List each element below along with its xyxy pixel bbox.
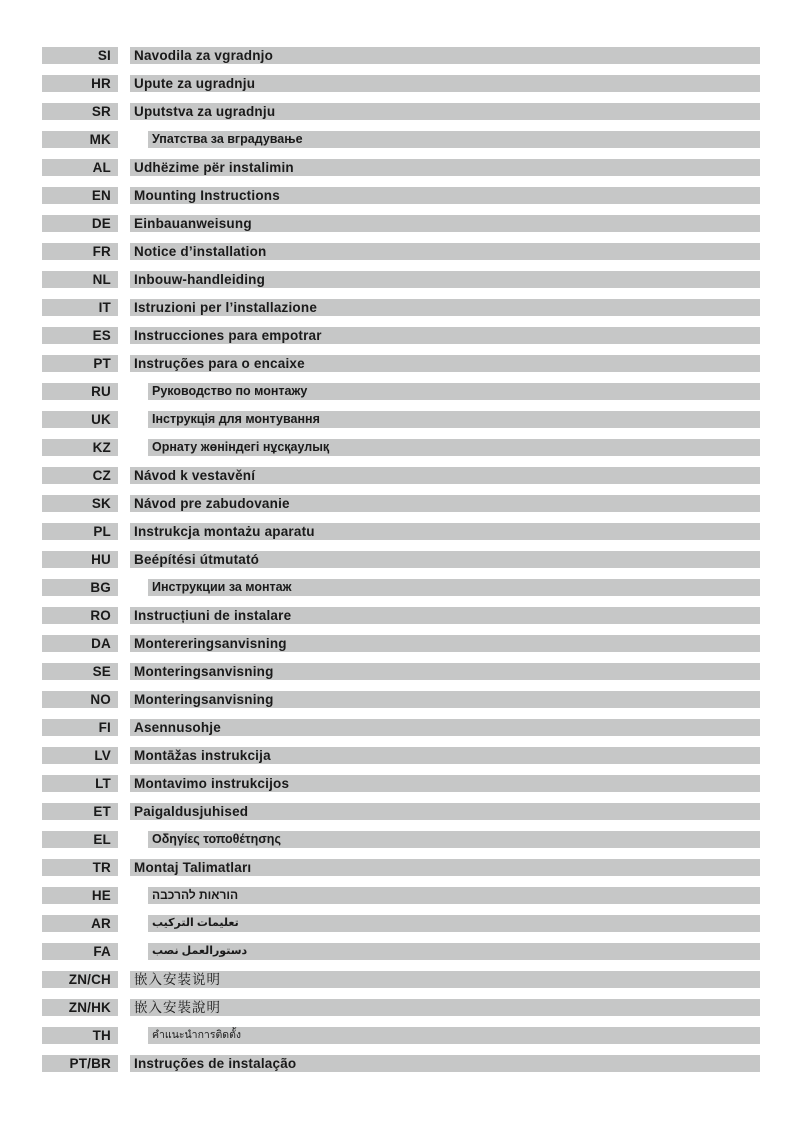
- language-title: คำแนะนำการติดตั้ง: [152, 1029, 242, 1041]
- code-title-divider: [118, 439, 148, 456]
- language-code-cell: [42, 75, 118, 92]
- language-code-cell: [42, 999, 118, 1016]
- language-title: 嵌入安裝說明: [134, 1000, 221, 1015]
- language-code-cell: [42, 467, 118, 484]
- language-row: [42, 131, 760, 148]
- language-title-cell: [130, 495, 760, 512]
- language-title-cell: [130, 467, 760, 484]
- language-code: AL: [92, 160, 111, 175]
- code-title-divider: [118, 999, 130, 1016]
- language-code-cell: [42, 747, 118, 764]
- language-title: Montāžas instrukcija: [134, 748, 271, 763]
- language-code-cell: [42, 103, 118, 120]
- language-row: [42, 495, 760, 512]
- language-row: [42, 159, 760, 176]
- language-code: FA: [93, 944, 111, 959]
- language-code: AR: [91, 916, 111, 931]
- language-title: Notice d’installation: [134, 244, 267, 259]
- language-title: Montaj Talimatları: [134, 860, 252, 875]
- language-row: [42, 215, 760, 232]
- code-title-divider: [118, 131, 148, 148]
- code-title-divider: [118, 103, 130, 120]
- language-code-cell: [42, 355, 118, 372]
- language-code-cell: [42, 243, 118, 260]
- language-title-cell: [130, 607, 760, 624]
- language-code: DA: [91, 636, 111, 651]
- language-code: SI: [97, 48, 111, 63]
- language-title: Istruzioni per l’installazione: [134, 300, 318, 315]
- language-title: Einbauanweisung: [134, 216, 252, 231]
- language-title: Инструкции за монтаж: [152, 580, 292, 594]
- language-code: PT: [93, 356, 111, 371]
- language-title-cell: [130, 551, 760, 568]
- language-row: [42, 579, 760, 596]
- language-code: ZN/HK: [68, 1000, 111, 1015]
- language-title: Upute za ugradnju: [134, 76, 256, 91]
- code-title-divider: [118, 579, 148, 596]
- language-title: Montereringsanvisning: [134, 636, 287, 651]
- language-title-cell: [130, 47, 760, 64]
- language-row: [42, 999, 760, 1016]
- language-title-cell: [130, 103, 760, 120]
- language-row: [42, 859, 760, 876]
- language-row: [42, 467, 760, 484]
- language-list: [42, 47, 760, 1072]
- language-code-cell: [42, 439, 118, 456]
- code-title-divider: [118, 299, 130, 316]
- code-title-divider: [118, 915, 148, 932]
- language-code-cell: [42, 887, 118, 904]
- code-title-divider: [118, 887, 148, 904]
- language-code: HE: [91, 888, 111, 903]
- language-code: KZ: [92, 440, 111, 455]
- language-code: HR: [91, 76, 111, 91]
- language-title: Paigaldusjuhised: [134, 804, 249, 819]
- language-code: MK: [89, 132, 111, 147]
- language-code-cell: [42, 719, 118, 736]
- language-row: [42, 831, 760, 848]
- language-code: CZ: [92, 468, 111, 483]
- language-code-cell: [42, 495, 118, 512]
- code-title-divider: [118, 859, 130, 876]
- code-title-divider: [118, 1055, 130, 1072]
- code-title-divider: [118, 327, 130, 344]
- language-code: PT/BR: [69, 1056, 111, 1071]
- language-code: BG: [90, 580, 111, 595]
- language-title: Руководство по монтажу: [152, 384, 308, 398]
- language-title: Instruções de instalação: [134, 1056, 297, 1071]
- language-row: [42, 411, 760, 428]
- language-title-cell: [130, 859, 760, 876]
- language-title-cell: [148, 831, 760, 848]
- language-title-cell: [130, 159, 760, 176]
- language-title-cell: [130, 719, 760, 736]
- language-title-cell: [148, 915, 760, 932]
- language-row: [42, 299, 760, 316]
- language-code-cell: [42, 971, 118, 988]
- language-code-cell: [42, 1055, 118, 1072]
- language-code: FR: [92, 244, 111, 259]
- code-title-divider: [118, 831, 148, 848]
- code-title-divider: [118, 495, 130, 512]
- language-code: IT: [98, 300, 111, 315]
- language-code: SE: [92, 664, 111, 679]
- language-row: [42, 775, 760, 792]
- language-row: [42, 803, 760, 820]
- language-title-cell: [130, 327, 760, 344]
- language-title: 嵌入安装说明: [134, 972, 221, 987]
- language-title-cell: [130, 243, 760, 260]
- code-title-divider: [118, 663, 130, 680]
- code-title-divider: [118, 355, 130, 372]
- language-title-cell: [130, 355, 760, 372]
- language-row: [42, 943, 760, 960]
- language-row: [42, 439, 760, 456]
- language-code: LT: [95, 776, 111, 791]
- code-title-divider: [118, 187, 130, 204]
- code-title-divider: [118, 747, 130, 764]
- language-code: ES: [92, 328, 111, 343]
- code-title-divider: [118, 467, 130, 484]
- language-code: HU: [91, 552, 111, 567]
- language-title-cell: [130, 299, 760, 316]
- language-code-cell: [42, 635, 118, 652]
- language-code-cell: [42, 663, 118, 680]
- code-title-divider: [118, 943, 148, 960]
- language-title: Mounting Instructions: [134, 188, 280, 203]
- language-title-cell: [130, 1055, 760, 1072]
- language-title: Uputstva za ugradnju: [134, 104, 276, 119]
- language-row: [42, 971, 760, 988]
- language-row: [42, 1027, 760, 1044]
- language-title: הוראות להרכבה: [152, 888, 239, 902]
- language-code: EL: [93, 832, 111, 847]
- language-code: DE: [91, 216, 111, 231]
- language-title: تعليمات التركيب: [152, 917, 239, 929]
- language-title: Inbouw-handleiding: [134, 272, 266, 287]
- language-title-cell: [148, 887, 760, 904]
- language-title-cell: [130, 187, 760, 204]
- language-row: [42, 747, 760, 764]
- language-code: RO: [90, 608, 111, 623]
- language-code: EN: [91, 188, 111, 203]
- language-title-cell: [130, 271, 760, 288]
- language-code-cell: [42, 943, 118, 960]
- language-title: Орнату жөніндегі нұсқаулық: [152, 440, 330, 454]
- language-row: [42, 75, 760, 92]
- language-code-cell: [42, 187, 118, 204]
- language-code: LV: [94, 748, 111, 763]
- language-title-cell: [130, 803, 760, 820]
- language-code-cell: [42, 607, 118, 624]
- language-code-cell: [42, 411, 118, 428]
- language-title: Упатства за вградување: [152, 132, 303, 146]
- language-title: Monteringsanvisning: [134, 692, 274, 707]
- language-code: TR: [92, 860, 111, 875]
- language-title-cell: [130, 775, 760, 792]
- language-code-cell: [42, 299, 118, 316]
- language-title-cell: [130, 999, 760, 1016]
- language-title-cell: [130, 663, 760, 680]
- code-title-divider: [118, 523, 130, 540]
- language-code-cell: [42, 859, 118, 876]
- language-title: Montavimo instrukcijos: [134, 776, 290, 791]
- language-title: Instrucciones para empotrar: [134, 328, 322, 343]
- language-row: [42, 103, 760, 120]
- language-row: [42, 915, 760, 932]
- language-code-cell: [42, 271, 118, 288]
- language-row: [42, 607, 760, 624]
- language-title-cell: [130, 215, 760, 232]
- language-title-cell: [148, 579, 760, 596]
- language-row: [42, 327, 760, 344]
- code-title-divider: [118, 803, 130, 820]
- language-row: [42, 887, 760, 904]
- language-title: Monteringsanvisning: [134, 664, 274, 679]
- language-row: [42, 691, 760, 708]
- language-title: Návod pre zabudovanie: [134, 496, 290, 511]
- language-title: Instruções para o encaixe: [134, 356, 305, 371]
- language-title-cell: [130, 747, 760, 764]
- language-code: ET: [93, 804, 111, 819]
- language-row: [42, 271, 760, 288]
- language-code-cell: [42, 803, 118, 820]
- language-row: [42, 383, 760, 400]
- language-row: [42, 243, 760, 260]
- language-title-cell: [148, 943, 760, 960]
- code-title-divider: [118, 551, 130, 568]
- language-code-cell: [42, 383, 118, 400]
- language-title: Navodila za vgradnjo: [134, 48, 274, 63]
- language-title: Beépítési útmutató: [134, 552, 260, 567]
- code-title-divider: [118, 971, 130, 988]
- language-code: RU: [91, 384, 111, 399]
- code-title-divider: [118, 47, 130, 64]
- language-code-cell: [42, 327, 118, 344]
- language-title-cell: [148, 131, 760, 148]
- language-code: TH: [92, 1028, 111, 1043]
- language-code-cell: [42, 131, 118, 148]
- language-title: دستورالعمل نصب: [152, 945, 248, 957]
- code-title-divider: [118, 635, 130, 652]
- language-title: Instrukcja montażu aparatu: [134, 524, 315, 539]
- language-code-cell: [42, 159, 118, 176]
- language-title: Asennusohje: [134, 720, 221, 735]
- code-title-divider: [118, 411, 148, 428]
- code-title-divider: [118, 383, 148, 400]
- language-code-cell: [42, 1027, 118, 1044]
- code-title-divider: [118, 215, 130, 232]
- language-code: NO: [90, 692, 111, 707]
- language-row: [42, 663, 760, 680]
- code-title-divider: [118, 719, 130, 736]
- language-row: [42, 1055, 760, 1072]
- language-code: PL: [93, 524, 111, 539]
- language-title-cell: [130, 691, 760, 708]
- language-code-cell: [42, 215, 118, 232]
- code-title-divider: [118, 159, 130, 176]
- language-title-cell: [148, 411, 760, 428]
- language-title: Інструкція для монтування: [152, 412, 320, 426]
- language-code: FI: [98, 720, 111, 735]
- language-code-cell: [42, 579, 118, 596]
- language-row: [42, 551, 760, 568]
- language-row: [42, 719, 760, 736]
- language-title-cell: [130, 75, 760, 92]
- language-code-cell: [42, 831, 118, 848]
- code-title-divider: [118, 607, 130, 624]
- language-code-cell: [42, 551, 118, 568]
- code-title-divider: [118, 775, 130, 792]
- code-title-divider: [118, 1027, 148, 1044]
- language-code: SR: [91, 104, 111, 119]
- language-row: [42, 523, 760, 540]
- language-code-cell: [42, 523, 118, 540]
- language-code-cell: [42, 775, 118, 792]
- language-row: [42, 355, 760, 372]
- language-row: [42, 47, 760, 64]
- language-code: SK: [91, 496, 111, 511]
- language-title-cell: [148, 1027, 760, 1044]
- language-title-cell: [148, 383, 760, 400]
- language-code: UK: [91, 412, 111, 427]
- language-title: Instrucțiuni de instalare: [134, 608, 292, 623]
- language-title: Návod k vestavění: [134, 468, 256, 483]
- language-code-cell: [42, 691, 118, 708]
- code-title-divider: [118, 75, 130, 92]
- code-title-divider: [118, 243, 130, 260]
- code-title-divider: [118, 271, 130, 288]
- code-title-divider: [118, 691, 130, 708]
- language-code-cell: [42, 47, 118, 64]
- language-row: [42, 635, 760, 652]
- language-code-cell: [42, 915, 118, 932]
- language-title: Udhëzime për instalimin: [134, 160, 294, 175]
- language-title: Οδηγίες τοποθέτησης: [152, 832, 281, 846]
- language-title-cell: [130, 523, 760, 540]
- language-title-cell: [148, 439, 760, 456]
- language-code: ZN/CH: [68, 972, 111, 987]
- language-code: NL: [92, 272, 111, 287]
- language-title-cell: [130, 971, 760, 988]
- language-title-cell: [130, 635, 760, 652]
- language-row: [42, 187, 760, 204]
